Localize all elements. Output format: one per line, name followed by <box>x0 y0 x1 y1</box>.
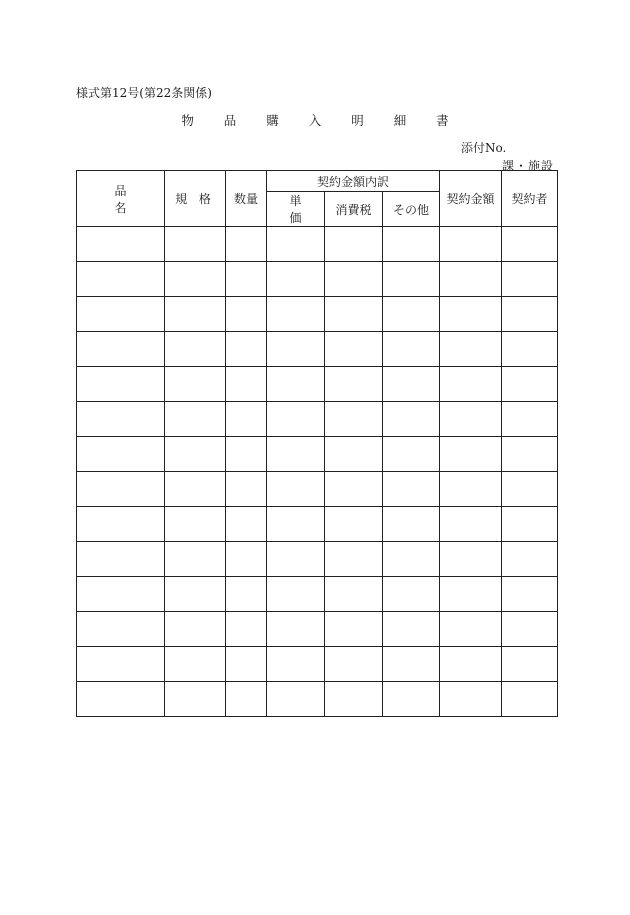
contract-amount-cell[interactable] <box>440 402 502 437</box>
spec-cell[interactable] <box>165 647 226 682</box>
contract-amount-cell[interactable] <box>440 227 502 262</box>
quantity-cell[interactable] <box>226 227 267 262</box>
contract-amount-cell[interactable] <box>440 682 502 717</box>
column-header-quantity: 数量 <box>226 171 267 227</box>
column-header-consumption-tax: 消費税 <box>325 192 383 227</box>
item-name-cell[interactable] <box>77 647 165 682</box>
item-name-cell[interactable] <box>77 332 165 367</box>
contract-amount-cell[interactable] <box>440 367 502 402</box>
other-cell[interactable] <box>383 577 440 612</box>
contractor-cell[interactable] <box>502 437 558 472</box>
consumption-tax-cell[interactable] <box>325 647 383 682</box>
quantity-cell[interactable] <box>226 647 267 682</box>
column-header-spec: 規 格 <box>165 171 226 227</box>
quantity-cell[interactable] <box>226 472 267 507</box>
consumption-tax-cell[interactable] <box>325 367 383 402</box>
table-row <box>77 647 558 682</box>
table-row <box>77 577 558 612</box>
other-cell[interactable] <box>383 367 440 402</box>
unit-price-cell[interactable] <box>267 612 325 647</box>
other-cell[interactable] <box>383 227 440 262</box>
contract-amount-cell[interactable] <box>440 472 502 507</box>
spec-cell[interactable] <box>165 297 226 332</box>
item-name-cell[interactable] <box>77 367 165 402</box>
spec-cell[interactable] <box>165 612 226 647</box>
unit-price-cell[interactable] <box>267 507 325 542</box>
table-row <box>77 332 558 367</box>
contractor-cell[interactable] <box>502 647 558 682</box>
consumption-tax-cell[interactable] <box>325 542 383 577</box>
department-label: 課・施設 <box>502 159 555 173</box>
table-body <box>77 227 558 717</box>
contract-amount-cell[interactable] <box>440 647 502 682</box>
consumption-tax-cell[interactable] <box>325 402 383 437</box>
consumption-tax-cell[interactable] <box>325 262 383 297</box>
quantity-cell[interactable] <box>226 437 267 472</box>
quantity-cell[interactable] <box>226 402 267 437</box>
unit-price-cell[interactable] <box>267 682 325 717</box>
other-cell[interactable] <box>383 507 440 542</box>
unit-price-cell[interactable] <box>267 437 325 472</box>
column-header-breakdown-group: 契約金額内訳 <box>267 171 440 192</box>
item-name-cell[interactable] <box>77 577 165 612</box>
item-name-cell[interactable] <box>77 402 165 437</box>
contract-amount-cell[interactable] <box>440 577 502 612</box>
column-header-contractor: 契約者 <box>502 171 558 227</box>
contractor-cell[interactable] <box>502 332 558 367</box>
table-row <box>77 472 558 507</box>
unit-price-cell[interactable] <box>267 402 325 437</box>
spec-cell[interactable] <box>165 227 226 262</box>
table-row <box>77 402 558 437</box>
quantity-cell[interactable] <box>226 612 267 647</box>
unit-price-cell[interactable] <box>267 367 325 402</box>
quantity-cell[interactable] <box>226 542 267 577</box>
unit-price-cell[interactable] <box>267 332 325 367</box>
contract-amount-cell[interactable] <box>440 437 502 472</box>
contract-amount-cell[interactable] <box>440 507 502 542</box>
contractor-cell[interactable] <box>502 577 558 612</box>
contractor-cell[interactable] <box>502 297 558 332</box>
other-cell[interactable] <box>383 297 440 332</box>
contractor-cell[interactable] <box>502 262 558 297</box>
other-cell[interactable] <box>383 472 440 507</box>
contractor-cell[interactable] <box>502 682 558 717</box>
table-row <box>77 367 558 402</box>
contract-amount-cell[interactable] <box>440 612 502 647</box>
unit-price-cell[interactable] <box>267 647 325 682</box>
consumption-tax-cell[interactable] <box>325 297 383 332</box>
unit-price-cell[interactable] <box>267 577 325 612</box>
contract-amount-cell[interactable] <box>440 542 502 577</box>
spec-cell[interactable] <box>165 367 226 402</box>
other-cell[interactable] <box>383 437 440 472</box>
spec-cell[interactable] <box>165 542 226 577</box>
consumption-tax-cell[interactable] <box>325 472 383 507</box>
spec-cell[interactable] <box>165 682 226 717</box>
spec-cell[interactable] <box>165 332 226 367</box>
unit-price-cell[interactable] <box>267 472 325 507</box>
table-row <box>77 227 558 262</box>
table-row <box>77 612 558 647</box>
other-cell[interactable] <box>383 402 440 437</box>
quantity-cell[interactable] <box>226 682 267 717</box>
spec-cell[interactable] <box>165 262 226 297</box>
other-cell[interactable] <box>383 262 440 297</box>
consumption-tax-cell[interactable] <box>325 332 383 367</box>
spec-cell[interactable] <box>165 437 226 472</box>
column-header-contract-amount: 契約金額 <box>440 171 502 227</box>
table-row <box>77 297 558 332</box>
form-number: 様式第12号(第22条関係) <box>76 86 212 100</box>
quantity-cell[interactable] <box>226 262 267 297</box>
contractor-cell[interactable] <box>502 507 558 542</box>
column-header-item-name: 品 名 <box>77 171 165 227</box>
contractor-cell[interactable] <box>502 542 558 577</box>
contract-amount-cell[interactable] <box>440 262 502 297</box>
item-name-cell[interactable] <box>77 682 165 717</box>
item-name-cell[interactable] <box>77 437 165 472</box>
quantity-cell[interactable] <box>226 577 267 612</box>
quantity-cell[interactable] <box>226 367 267 402</box>
consumption-tax-cell[interactable] <box>325 437 383 472</box>
item-name-cell[interactable] <box>77 227 165 262</box>
unit-price-cell[interactable] <box>267 227 325 262</box>
other-cell[interactable] <box>383 542 440 577</box>
item-name-cell[interactable] <box>77 472 165 507</box>
table-row <box>77 542 558 577</box>
contract-amount-cell[interactable] <box>440 297 502 332</box>
item-name-cell[interactable] <box>77 542 165 577</box>
attachment-number-label: 添付No. <box>461 141 507 155</box>
spec-cell[interactable] <box>165 472 226 507</box>
quantity-cell[interactable] <box>226 507 267 542</box>
table-row <box>77 682 558 717</box>
item-name-cell[interactable] <box>77 297 165 332</box>
contractor-cell[interactable] <box>502 612 558 647</box>
contractor-cell[interactable] <box>502 402 558 437</box>
column-header-other: その他 <box>383 192 440 227</box>
column-header-unit-price: 単 価 <box>267 192 325 227</box>
other-cell[interactable] <box>383 612 440 647</box>
purchase-items-table <box>76 170 558 717</box>
contractor-cell[interactable] <box>502 472 558 507</box>
unit-price-cell[interactable] <box>267 262 325 297</box>
quantity-cell[interactable] <box>226 332 267 367</box>
consumption-tax-cell[interactable] <box>325 227 383 262</box>
quantity-cell[interactable] <box>226 297 267 332</box>
item-name-cell[interactable] <box>77 612 165 647</box>
consumption-tax-cell[interactable] <box>325 577 383 612</box>
spec-cell[interactable] <box>165 577 226 612</box>
other-cell[interactable] <box>383 682 440 717</box>
other-cell[interactable] <box>383 647 440 682</box>
table-row <box>77 262 558 297</box>
document-title: 物 品 購 入 明 細 書 <box>181 113 462 128</box>
contract-amount-cell[interactable] <box>440 332 502 367</box>
consumption-tax-cell[interactable] <box>325 612 383 647</box>
table-row <box>77 507 558 542</box>
unit-price-cell[interactable] <box>267 297 325 332</box>
contractor-cell[interactable] <box>502 227 558 262</box>
consumption-tax-cell[interactable] <box>325 507 383 542</box>
contractor-cell[interactable] <box>502 367 558 402</box>
spec-cell[interactable] <box>165 507 226 542</box>
consumption-tax-cell[interactable] <box>325 682 383 717</box>
item-name-cell[interactable] <box>77 507 165 542</box>
table-row <box>77 437 558 472</box>
other-cell[interactable] <box>383 332 440 367</box>
item-name-cell[interactable] <box>77 262 165 297</box>
unit-price-cell[interactable] <box>267 542 325 577</box>
spec-cell[interactable] <box>165 402 226 437</box>
